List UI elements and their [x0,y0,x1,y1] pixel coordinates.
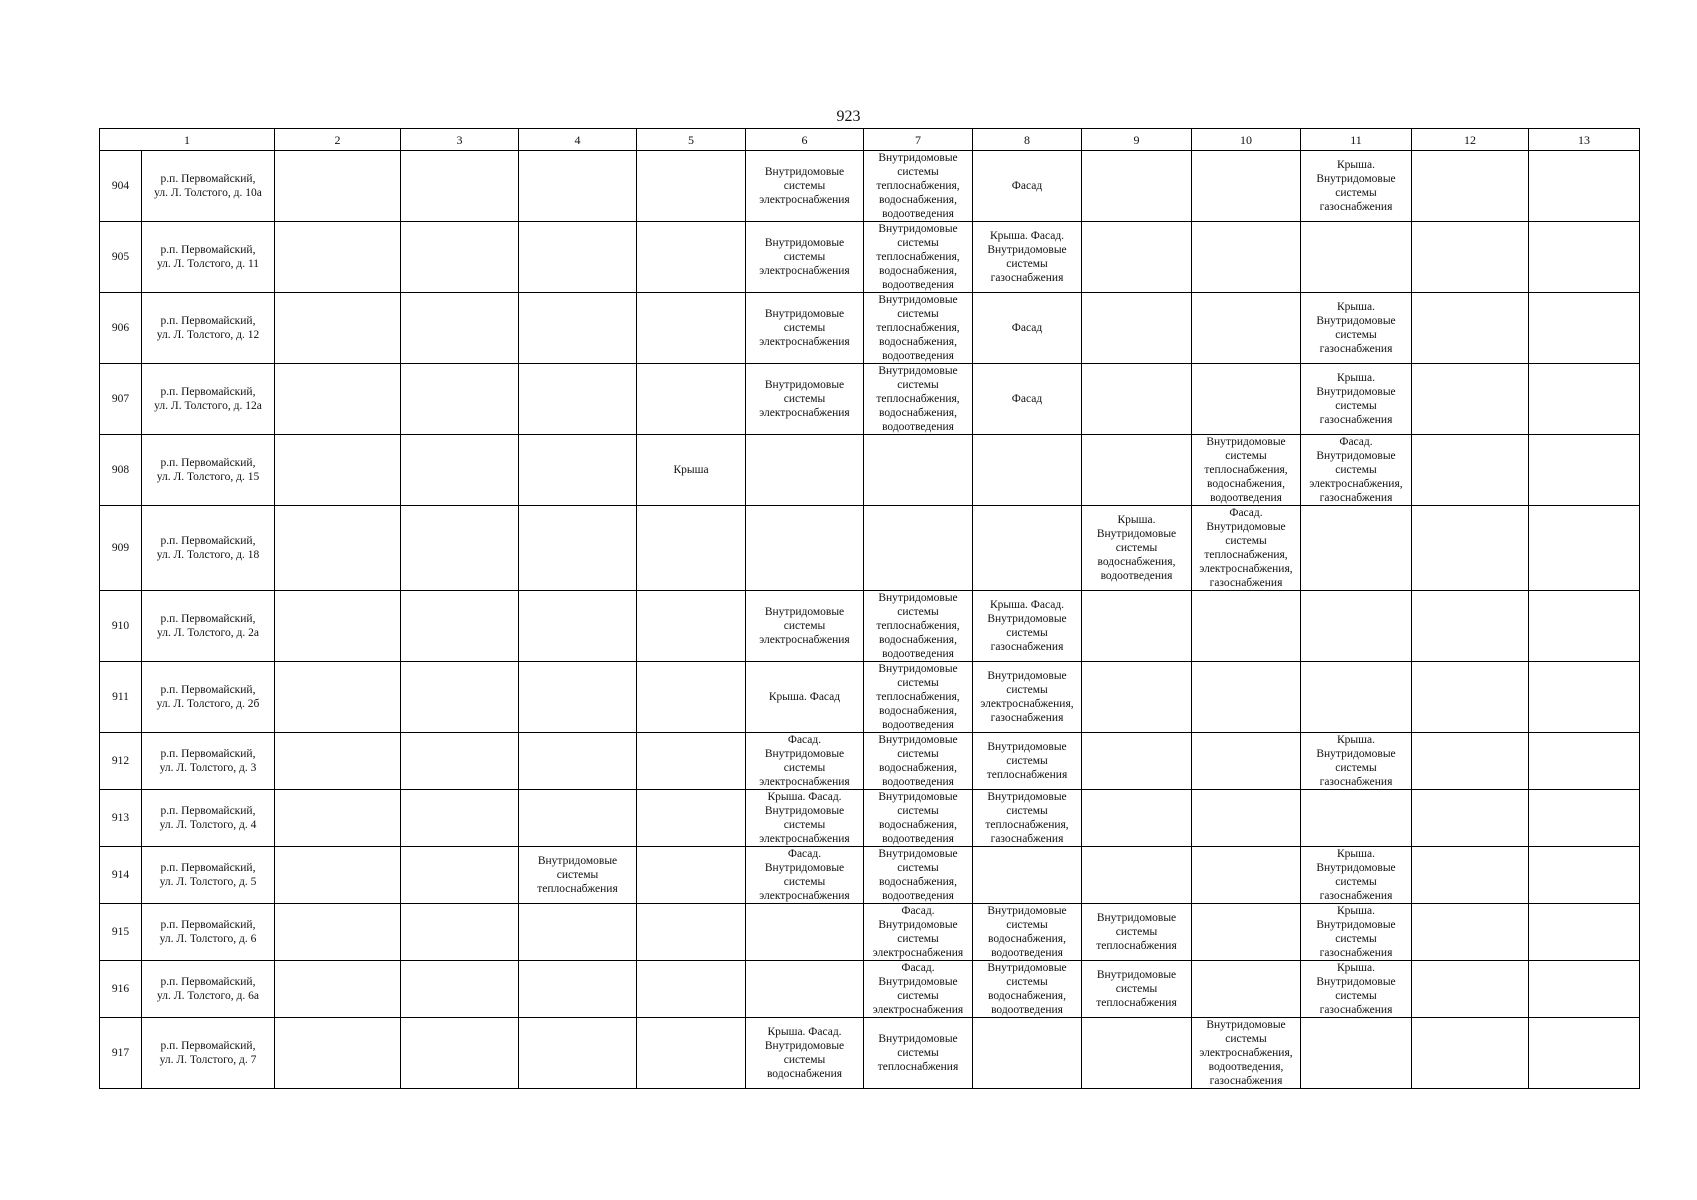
cell-col-11: Крыша. Внутридомовые системы газоснабжения [1301,904,1412,961]
cell-col-9 [1082,293,1192,364]
cell-col-12 [1412,790,1529,847]
table-row [100,435,1640,506]
cell-col-8: Внутридомовые системы водоснабжения, водоотведения [973,904,1082,961]
cell-col-3 [401,435,519,506]
cell-col-9 [1082,222,1192,293]
cell-col-8: Внутридомовые системы теплоснабжения, газоснабжения [973,790,1082,847]
cell-col-9: Внутридомовые системы теплоснабжения [1082,961,1192,1018]
cell-col-5 [637,364,746,435]
row-number: 916 [100,961,142,1018]
cell-col-5 [637,961,746,1018]
cell-col-13 [1529,293,1640,364]
cell-col-2 [275,790,401,847]
cell-col-7 [864,506,973,591]
cell-col-10 [1192,222,1301,293]
cell-col-10 [1192,662,1301,733]
cell-col-10: Внутридомовые системы теплоснабжения, водоснабжения, водоотведения [1192,435,1301,506]
cell-col-12 [1412,1018,1529,1089]
cell-col-11 [1301,662,1412,733]
cell-col-4: Внутридомовые системы теплоснабжения [519,847,637,904]
cell-col-11: Крыша. Внутридомовые системы газоснабжения [1301,364,1412,435]
cell-col-9 [1082,591,1192,662]
cell-col-2 [275,733,401,790]
row-number: 915 [100,904,142,961]
cell-col-9: Внутридомовые системы теплоснабжения [1082,904,1192,961]
cell-col-9 [1082,662,1192,733]
cell-col-8: Крыша. Фасад. Внутридомовые системы газоснабжения [973,222,1082,293]
cell-col-7: Внутридомовые системы водоснабжения, водоотведения [864,790,973,847]
row-number: 911 [100,662,142,733]
cell-col-6: Крыша. Фасад [746,662,864,733]
row-address: р.п. Первомайский, ул. Л. Толстого, д. 6 [142,904,275,961]
cell-col-6 [746,961,864,1018]
cell-col-6: Крыша. Фасад. Внутридомовые системы электроснабжения [746,790,864,847]
cell-col-8: Фасад [973,151,1082,222]
cell-col-12 [1412,151,1529,222]
cell-col-11: Крыша. Внутридомовые системы газоснабжения [1301,961,1412,1018]
cell-col-4 [519,591,637,662]
cell-col-12 [1412,591,1529,662]
cell-col-2 [275,904,401,961]
cell-col-5 [637,847,746,904]
cell-col-8: Внутридомовые системы электроснабжения, газоснабжения [973,662,1082,733]
cell-col-3 [401,364,519,435]
cell-col-13 [1529,151,1640,222]
cell-col-12 [1412,364,1529,435]
column-header-9: 9 [1082,129,1192,151]
cell-col-11: Фасад. Внутридомовые системы электроснабжения, газоснабжения [1301,435,1412,506]
cell-col-8 [973,435,1082,506]
cell-col-2 [275,435,401,506]
cell-col-13 [1529,904,1640,961]
cell-col-12 [1412,904,1529,961]
cell-col-3 [401,151,519,222]
cell-col-8 [973,1018,1082,1089]
cell-col-4 [519,364,637,435]
cell-col-2 [275,1018,401,1089]
column-header-3: 3 [401,129,519,151]
cell-col-13 [1529,790,1640,847]
cell-col-7: Внутридомовые системы теплоснабжения, водоснабжения, водоотведения [864,293,973,364]
column-header-10: 10 [1192,129,1301,151]
cell-col-2 [275,961,401,1018]
cell-col-4 [519,904,637,961]
cell-col-11: Крыша. Внутридомовые системы газоснабжения [1301,151,1412,222]
column-header-1: 1 [100,129,275,151]
cell-col-10 [1192,591,1301,662]
row-number: 912 [100,733,142,790]
cell-col-5 [637,151,746,222]
cell-col-3 [401,662,519,733]
cell-col-13 [1529,591,1640,662]
cell-col-10 [1192,151,1301,222]
cell-col-9 [1082,790,1192,847]
cell-col-13 [1529,662,1640,733]
row-address: р.п. Первомайский, ул. Л. Толстого, д. 6а [142,961,275,1018]
table-row [100,591,1640,662]
cell-col-3 [401,847,519,904]
table-row [100,506,1640,591]
table-row [100,364,1640,435]
table-row [100,847,1640,904]
cell-col-3 [401,790,519,847]
table-row [100,733,1640,790]
cell-col-6: Фасад. Внутридомовые системы электроснабжения [746,733,864,790]
cell-col-11: Крыша. Внутридомовые системы газоснабжения [1301,847,1412,904]
cell-col-11 [1301,790,1412,847]
cell-col-5 [637,790,746,847]
row-address: р.п. Первомайский, ул. Л. Толстого, д. 12 [142,293,275,364]
cell-col-9: Крыша. Внутридомовые системы водоснабжения, водоотведения [1082,506,1192,591]
table-row [100,961,1640,1018]
cell-col-2 [275,591,401,662]
table-row [100,293,1640,364]
cell-col-12 [1412,961,1529,1018]
row-number: 913 [100,790,142,847]
row-number: 908 [100,435,142,506]
cell-col-13 [1529,222,1640,293]
cell-col-4 [519,662,637,733]
row-number: 904 [100,151,142,222]
cell-col-4 [519,961,637,1018]
cell-col-3 [401,733,519,790]
row-address: р.п. Первомайский, ул. Л. Толстого, д. 11 [142,222,275,293]
table-row [100,222,1640,293]
cell-col-4 [519,151,637,222]
cell-col-10 [1192,904,1301,961]
cell-col-9 [1082,1018,1192,1089]
cell-col-6 [746,506,864,591]
cell-col-9 [1082,364,1192,435]
cell-col-4 [519,435,637,506]
table-row [100,1018,1640,1089]
cell-col-12 [1412,506,1529,591]
cell-col-4 [519,1018,637,1089]
cell-col-6: Крыша. Фасад. Внутридомовые системы водоснабжения [746,1018,864,1089]
cell-col-10 [1192,293,1301,364]
cell-col-12 [1412,222,1529,293]
cell-col-5 [637,904,746,961]
cell-col-7: Внутридомовые системы водоснабжения, водоотведения [864,733,973,790]
cell-col-5 [637,662,746,733]
cell-col-8: Крыша. Фасад. Внутридомовые системы газоснабжения [973,591,1082,662]
cell-col-2 [275,847,401,904]
cell-col-3 [401,961,519,1018]
cell-col-11 [1301,1018,1412,1089]
cell-col-8: Фасад [973,293,1082,364]
cell-col-2 [275,293,401,364]
cell-col-3 [401,293,519,364]
row-address: р.п. Первомайский, ул. Л. Толстого, д. 7 [142,1018,275,1089]
cell-col-10 [1192,364,1301,435]
cell-col-12 [1412,847,1529,904]
cell-col-3 [401,222,519,293]
row-number: 906 [100,293,142,364]
cell-col-10 [1192,733,1301,790]
cell-col-5 [637,293,746,364]
cell-col-9 [1082,151,1192,222]
cell-col-11: Крыша. Внутридомовые системы газоснабжения [1301,733,1412,790]
cell-col-13 [1529,733,1640,790]
cell-col-3 [401,904,519,961]
cell-col-7: Внутридомовые системы теплоснабжения, водоснабжения, водоотведения [864,591,973,662]
cell-col-11 [1301,506,1412,591]
table-row [100,790,1640,847]
cell-col-10: Фасад. Внутридомовые системы теплоснабжения, электроснабжения, газоснабжения [1192,506,1301,591]
cell-col-11: Крыша. Внутридомовые системы газоснабжения [1301,293,1412,364]
row-address: р.п. Первомайский, ул. Л. Толстого, д. 2а [142,591,275,662]
cell-col-6: Внутридомовые системы электроснабжения [746,151,864,222]
cell-col-9 [1082,733,1192,790]
row-address: р.п. Первомайский, ул. Л. Толстого, д. 15 [142,435,275,506]
cell-col-5 [637,1018,746,1089]
column-header-8: 8 [973,129,1082,151]
table-row [100,904,1640,961]
row-address: р.п. Первомайский, ул. Л. Толстого, д. 12а [142,364,275,435]
cell-col-6 [746,435,864,506]
cell-col-4 [519,506,637,591]
cell-col-7: Внутридомовые системы теплоснабжения [864,1018,973,1089]
cell-col-7: Внутридомовые системы теплоснабжения, водоснабжения, водоотведения [864,222,973,293]
table-body [100,129,1640,1089]
cell-col-12 [1412,733,1529,790]
cell-col-11 [1301,222,1412,293]
cell-col-5 [637,733,746,790]
column-header-11: 11 [1301,129,1412,151]
cell-col-2 [275,151,401,222]
cell-col-4 [519,293,637,364]
cell-col-3 [401,1018,519,1089]
cell-col-3 [401,591,519,662]
cell-col-10 [1192,790,1301,847]
cell-col-12 [1412,435,1529,506]
cell-col-6: Внутридомовые системы электроснабжения [746,293,864,364]
cell-col-13 [1529,435,1640,506]
cell-col-8 [973,506,1082,591]
cell-col-9 [1082,847,1192,904]
cell-col-13 [1529,961,1640,1018]
cell-col-2 [275,662,401,733]
cell-col-6: Внутридомовые системы электроснабжения [746,364,864,435]
cell-col-12 [1412,293,1529,364]
cell-col-5 [637,222,746,293]
column-header-6: 6 [746,129,864,151]
cell-col-7: Внутридомовые системы теплоснабжения, водоснабжения, водоотведения [864,662,973,733]
cell-col-10 [1192,961,1301,1018]
row-address: р.п. Первомайский, ул. Л. Толстого, д. 18 [142,506,275,591]
cell-col-6 [746,904,864,961]
column-header-2: 2 [275,129,401,151]
works-table [99,128,1640,1089]
cell-col-10: Внутридомовые системы электроснабжения, водоотведения, газоснабжения [1192,1018,1301,1089]
row-address: р.п. Первомайский, ул. Л. Толстого, д. 4 [142,790,275,847]
column-header-4: 4 [519,129,637,151]
cell-col-8 [973,847,1082,904]
row-address: р.п. Первомайский, ул. Л. Толстого, д. 2б [142,662,275,733]
cell-col-8: Фасад [973,364,1082,435]
cell-col-5: Крыша [637,435,746,506]
cell-col-6: Внутридомовые системы электроснабжения [746,222,864,293]
cell-col-8: Внутридомовые системы водоснабжения, водоотведения [973,961,1082,1018]
cell-col-6: Внутридомовые системы электроснабжения [746,591,864,662]
cell-col-7: Внутридомовые системы теплоснабжения, водоснабжения, водоотведения [864,364,973,435]
column-header-5: 5 [637,129,746,151]
row-number: 917 [100,1018,142,1089]
cell-col-4 [519,222,637,293]
cell-col-3 [401,506,519,591]
table-row [100,151,1640,222]
row-address: р.п. Первомайский, ул. Л. Толстого, д. 3 [142,733,275,790]
column-header-12: 12 [1412,129,1529,151]
row-number: 910 [100,591,142,662]
column-header-7: 7 [864,129,973,151]
cell-col-7: Внутридомовые системы теплоснабжения, водоснабжения, водоотведения [864,151,973,222]
row-number: 909 [100,506,142,591]
cell-col-6: Фасад. Внутридомовые системы электроснабжения [746,847,864,904]
cell-col-5 [637,591,746,662]
row-address: р.п. Первомайский, ул. Л. Толстого, д. 10а [142,151,275,222]
row-address: р.п. Первомайский, ул. Л. Толстого, д. 5 [142,847,275,904]
cell-col-4 [519,790,637,847]
row-number: 907 [100,364,142,435]
column-header-13: 13 [1529,129,1640,151]
cell-col-13 [1529,1018,1640,1089]
cell-col-13 [1529,364,1640,435]
cell-col-9 [1082,435,1192,506]
table-row [100,662,1640,733]
row-number: 905 [100,222,142,293]
cell-col-13 [1529,506,1640,591]
cell-col-2 [275,364,401,435]
page-number: 923 [836,108,861,125]
cell-col-7 [864,435,973,506]
cell-col-7: Фасад. Внутридомовые системы электроснабжения [864,904,973,961]
cell-col-12 [1412,662,1529,733]
cell-col-2 [275,222,401,293]
header-row [100,129,1640,151]
cell-col-11 [1301,591,1412,662]
cell-col-10 [1192,847,1301,904]
cell-col-2 [275,506,401,591]
cell-col-8: Внутридомовые системы теплоснабжения [973,733,1082,790]
cell-col-13 [1529,847,1640,904]
cell-col-4 [519,733,637,790]
cell-col-7: Внутридомовые системы водоснабжения, водоотведения [864,847,973,904]
cell-col-7: Фасад. Внутридомовые системы электроснабжения [864,961,973,1018]
row-number: 914 [100,847,142,904]
cell-col-5 [637,506,746,591]
